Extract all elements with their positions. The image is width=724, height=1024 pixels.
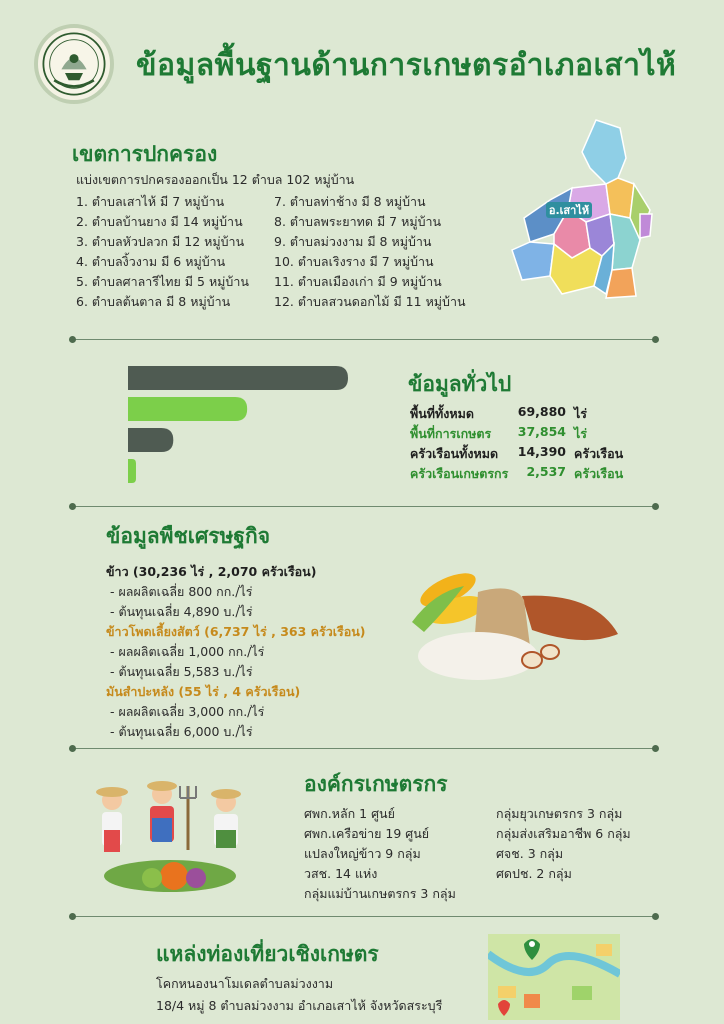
org-item: กลุ่มแม่บ้านเกษตรกร 3 กลุ่ม (304, 886, 456, 901)
crop-cost: - ต้นทุนเฉลี่ย 5,583 บ./ไร่ (110, 664, 253, 679)
crop-yield: - ผลผลิตเฉลี่ย 3,000 กก./ไร่ (110, 704, 265, 719)
tourism-section-title: แหล่งท่องเที่ยวเชิงเกษตร (156, 942, 379, 966)
admin-subdistrict-item: 3. ตำบลหัวปลวก มี 12 หมู่บ้าน (76, 234, 245, 249)
crop-cost: - ต้นทุนเฉลี่ย 6,000 บ./ไร่ (110, 724, 253, 739)
general-info-unit: ครัวเรือน (574, 446, 624, 461)
general-info-label: ครัวเรือนเกษตรกร (410, 466, 509, 481)
org-item: กลุ่มส่งเสริมอาชีพ 6 กลุ่ม (496, 826, 631, 841)
tourism-map-illustration (488, 934, 620, 1020)
org-item: กลุ่มยุวเกษตรกร 3 กลุ่ม (496, 806, 623, 821)
org-item: วสช. 14 แห่ง (304, 866, 378, 881)
general-info-unit: ไร่ (574, 406, 588, 421)
general-bar (128, 366, 348, 390)
general-section-title: ข้อมูลทั่วไป (408, 372, 512, 396)
crop-cost: - ต้นทุนเฉลี่ย 4,890 บ./ไร่ (110, 604, 253, 619)
general-bar-chart (128, 366, 352, 484)
crops-section-title: ข้อมูลพืชเศรษฐกิจ (106, 524, 271, 548)
section-divider (72, 339, 656, 340)
org-item: ศพก.หลัก 1 ศูนย์ (304, 806, 395, 821)
crop-yield: - ผลผลิตเฉลี่ย 1,000 กก./ไร่ (110, 644, 265, 659)
section-divider (72, 748, 656, 749)
general-info-unit: ไร่ (574, 426, 588, 441)
org-item: ศจช. 3 กลุ่ม (496, 846, 564, 861)
tourism-place-name: โคกหนองนาโมเดลตำบลม่วงงาม (156, 976, 334, 991)
admin-subdistrict-item: 6. ตำบลต้นตาล มี 8 หมู่บ้าน (76, 294, 231, 309)
admin-subdistrict-item: 8. ตำบลพระยาทด มี 7 หมู่บ้าน (274, 214, 442, 229)
admin-intro: แบ่งเขตการปกครองออกเป็น 12 ตำบล 102 หมู่บ้าน (76, 172, 355, 187)
general-info-label: พื้นที่การเกษตร (410, 426, 492, 441)
page-title: ข้อมูลพื้นฐานด้านการเกษตรอำเภอเสาไห้ (136, 48, 677, 83)
crop-yield: - ผลผลิตเฉลี่ย 800 กก./ไร่ (110, 584, 253, 599)
general-info-value: 14,390 (517, 444, 566, 459)
admin-subdistrict-item: 12. ตำบลสวนดอกไม้ มี 11 หมู่บ้าน (274, 294, 466, 309)
crop-heading: ข้าวโพดเลี้ยงสัตว์ (6,737 ไร่ , 363 ครัวเรือน) (106, 624, 366, 639)
admin-subdistrict-item: 4. ตำบลงิ้วงาม มี 6 หมู่บ้าน (76, 254, 226, 269)
crop-heading: ข้าว (30,236 ไร่ , 2,070 ครัวเรือน) (106, 564, 317, 579)
org-item: แปลงใหญ่ข้าว 9 กลุ่ม (304, 846, 421, 861)
section-divider (72, 506, 656, 507)
general-bar (128, 428, 173, 452)
admin-subdistrict-item: 7. ตำบลท่าช้าง มี 8 หมู่บ้าน (274, 194, 426, 209)
district-map (510, 118, 658, 308)
org-item: ศพก.เครือข่าย 19 ศูนย์ (304, 826, 430, 841)
general-info-value: 2,537 (526, 464, 566, 479)
admin-subdistrict-item: 9. ตำบลม่วงงาม มี 8 หมู่บ้าน (274, 234, 432, 249)
general-info-label: พื้นที่ทั้งหมด (410, 406, 474, 421)
district-seal-logo (34, 24, 114, 104)
admin-section-title: เขตการปกครอง (72, 142, 218, 166)
admin-subdistrict-item: 5. ตำบลศาลารีไทย มี 5 หมู่บ้าน (76, 274, 249, 289)
tourism-address: 18/4 หมู่ 8 ตำบลม่วงงาม อำเภอเสาไห้ จังหวัดสระบุรี (156, 998, 443, 1013)
crop-heading: มันสำปะหลัง (55 ไร่ , 4 ครัวเรือน) (106, 684, 301, 699)
general-info-value: 37,854 (517, 424, 566, 439)
section-divider (72, 916, 656, 917)
general-info-label: ครัวเรือนทั้งหมด (410, 446, 499, 461)
admin-subdistrict-item: 11. ตำบลเมืองเก่า มี 9 หมู่บ้าน (274, 274, 442, 289)
crops-illustration (404, 552, 624, 686)
admin-subdistrict-item: 2. ตำบลบ้านยาง มี 14 หมู่บ้าน (76, 214, 243, 229)
org-section-title: องค์กรเกษตรกร (304, 772, 448, 796)
general-info-value: 69,880 (517, 404, 566, 419)
org-item: ศดปช. 2 กลุ่ม (496, 866, 572, 881)
admin-subdistrict-item: 10. ตำบลเริงราง มี 7 หมู่บ้าน (274, 254, 434, 269)
general-bar (128, 459, 136, 483)
admin-subdistrict-item: 1. ตำบลเสาไห้ มี 7 หมู่บ้าน (76, 194, 225, 209)
general-info-unit: ครัวเรือน (574, 466, 624, 481)
farmers-illustration (88, 780, 252, 896)
map-district-label: อ.เสาไห้ (548, 204, 590, 217)
general-bar (128, 397, 247, 421)
